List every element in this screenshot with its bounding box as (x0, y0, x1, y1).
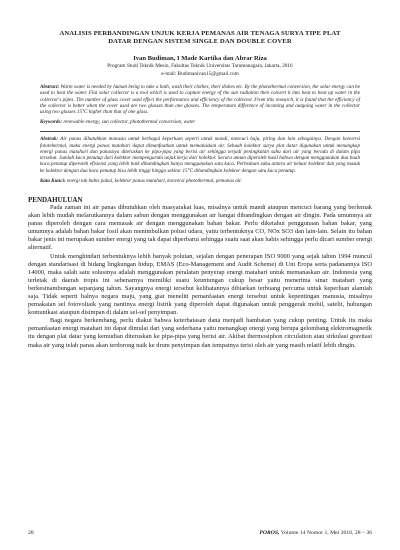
abstract-indonesian (40, 136, 360, 174)
kunci-label: Kata Kunci: (40, 177, 66, 184)
body-text (28, 204, 372, 350)
journal-citation (259, 530, 372, 536)
affiliation: Program Studi Teknik Mesin, Fakultas Teknik Universitas Tarumanagara, Jakarta, 2016 (107, 63, 293, 69)
body-paragraph-3: Bagi negara berkembang, perlu diakui bahwa keterbatasan dana menjadi hambatan yang cukup penting. Untuk itu maka pemanfaatan energi matahari ini dapat dimulai dari yang sederhana yaitu menangkap energi yang berupa gelombang elektromagnetik itu dengan plat datar yang kemudian diteruskan ke pipa-pipa yang berisi air. Akibat thermosiphon circulation atau sirkulasi gravitasi maka air yang telah panas akan terdorong naik ke drum penyimpan dan tempatnya terisi oleh air yang masih relatif lebih dingin. (28, 317, 372, 349)
body-paragraph-2: Untuk menghindari terbentuknya lebih banyak polutan, sejalan dengan penerapan ISO 9000 yang sejak tahun 1994 muncul dengan standarisasi di bidang lingkungan hidup, EMAS (Eco-Management and Audit Scheme) di Uni Eropa serta padanannya ISO 14000, maka salah satu solusinya adalah menggunakan peralatan penyerap energi matahari untuk memanaskan air. Indonesia yang terletak di daerah tropis ini sebenarnya memiliki suatu keuntungan cukup besar yaitu menerima sinar matahari yang berkesinambungan sepanjang tahun. Sayangnya energi tersebut kelihatannya dibiarkan terbuang percuma untuk keperluan alamiah saja. Tidak seperti halnya negara maju, yang giat meneliti pemanfaatan energi tersebut untuk kepentingan manusia, misalnya pemakaian sel fotovoltaik yang nantinya energi listrik yang diperoleh dapat digunakan untuk penggerak mobil, satelit, hubungan komunikasi ataupun disimpan di dalam sel-sel penyimpan. (28, 252, 372, 317)
journal-volume: Volume 14 Nomor 1, Mei 2016, 28 – 36 (279, 530, 372, 536)
abstract-english (40, 84, 360, 115)
title-line-2: DATAR DENGAN SISTEM SINGLE DAN DOUBLE COVER (108, 38, 292, 45)
section-heading: PENDAHULUAN (28, 195, 83, 204)
keywords-label: Keywords: (40, 119, 63, 126)
keywords-text: renewable energy, sun collector, photothermal conversion, water (63, 119, 196, 126)
abstrak-text: Air panas dibutuhkan manusia untuk berbagai keperluan seperti untuk mandi, mencuci baju, piring dan lain sebagainya. Dengan konversi fototehermal, maka energi panas matahari dapat dimanfaatkan untuk memanaskan air. Sebuah kolektor surya plat datar digunakan untuk menangkap energi panas matahari dan panasnya diteruskan ke pipa-pipa yang berisi air sehingga terjadi peningkatan suhu dari air yang berada di dalam pipa tersebut. Jumlah kaca penutup dari kolektor mempengaruhi unjuk kerja dari kolektor. Secara umum diperoleh hasil bahwa dengan menggunakan dua buah kaca penutup diperoleh efisiensi yang lebih baik dibandingkan hanya menggunakan satu kaca. Perbedaan suhu antara air keluar kolektor dan yang masuk ke kolektor dengan dua kaca penutup bisa lebih tinggi hingga sekitar 15°C dibandingkan kolektor dengan satu kaca penutup. (40, 136, 360, 174)
paper-title (28, 30, 372, 46)
page-footer (28, 530, 372, 536)
authors: Ivan Budiman, I Made Kartika dan Abrar Riza (133, 55, 267, 62)
page-number: 28 (28, 530, 34, 536)
abstract-divider (40, 131, 360, 132)
abstract-text: Warm water is needed by human being to take a bath, wash their clothes, their dishes etc. By the photothermal conversion, the solar energy can be used to heat the water. Flat solar collector is a tool which is used to capture energy of the sun radiation then convert it into heat to heat up water in the collector's pipes. The number of glass cover used effect the performance and efficiency of the collector. From this research, it is found that the efficiency of the collector is better when the cover used are two glasses than one glasses. The temperature difference of incoming and outgoing water in the collector using two glasses 15°C higher than that of one glass. (40, 84, 360, 116)
abstrak-label: Abstrak: (40, 136, 59, 143)
keywords (40, 119, 360, 125)
email: e-mail: Budimanivan15@gmail.com (161, 70, 239, 77)
title-line-1: ANALISIS PERBANDINGAN UNJUK KERJA PEMANAS AIR TENAGA SURYA TIPE PLAT (59, 30, 341, 37)
body-paragraph-1: Pada zaman ini air panas dibutuhkan oleh masyarakat luas, misalnya untuk mandi ataupun mencuci barang yang berlemak akan lebih mudah melarutkannya dalam sabun dengan menggunakan air hangat dibandingkan dengan air dingin. Pada umumnya air panas diperoleh dengan cara memasak air dengan menggunakan bahan bakar. Perlu diketahui penggunaan bahan bakar, yang umumnya adalah bahan bakar fosil akan menimbulkan polusi udara, yaitu terbentuknya CO, NOx SO3 dan lain-lain. Selain itu bahan bakar jenis ini merupakan sumber energi yang tak dapat diperbarui sehingga suatu saat akan habis sehingga perlu dicari sumber energi alternatif. (28, 203, 372, 252)
journal-name: POROS, (259, 530, 280, 536)
abstract-label: Abstract: (40, 84, 60, 91)
kunci-text: energi tak habis pakai, kolektor panas matahari, konversi photothermal, pemanas air. (66, 177, 242, 184)
kata-kunci (40, 178, 360, 184)
